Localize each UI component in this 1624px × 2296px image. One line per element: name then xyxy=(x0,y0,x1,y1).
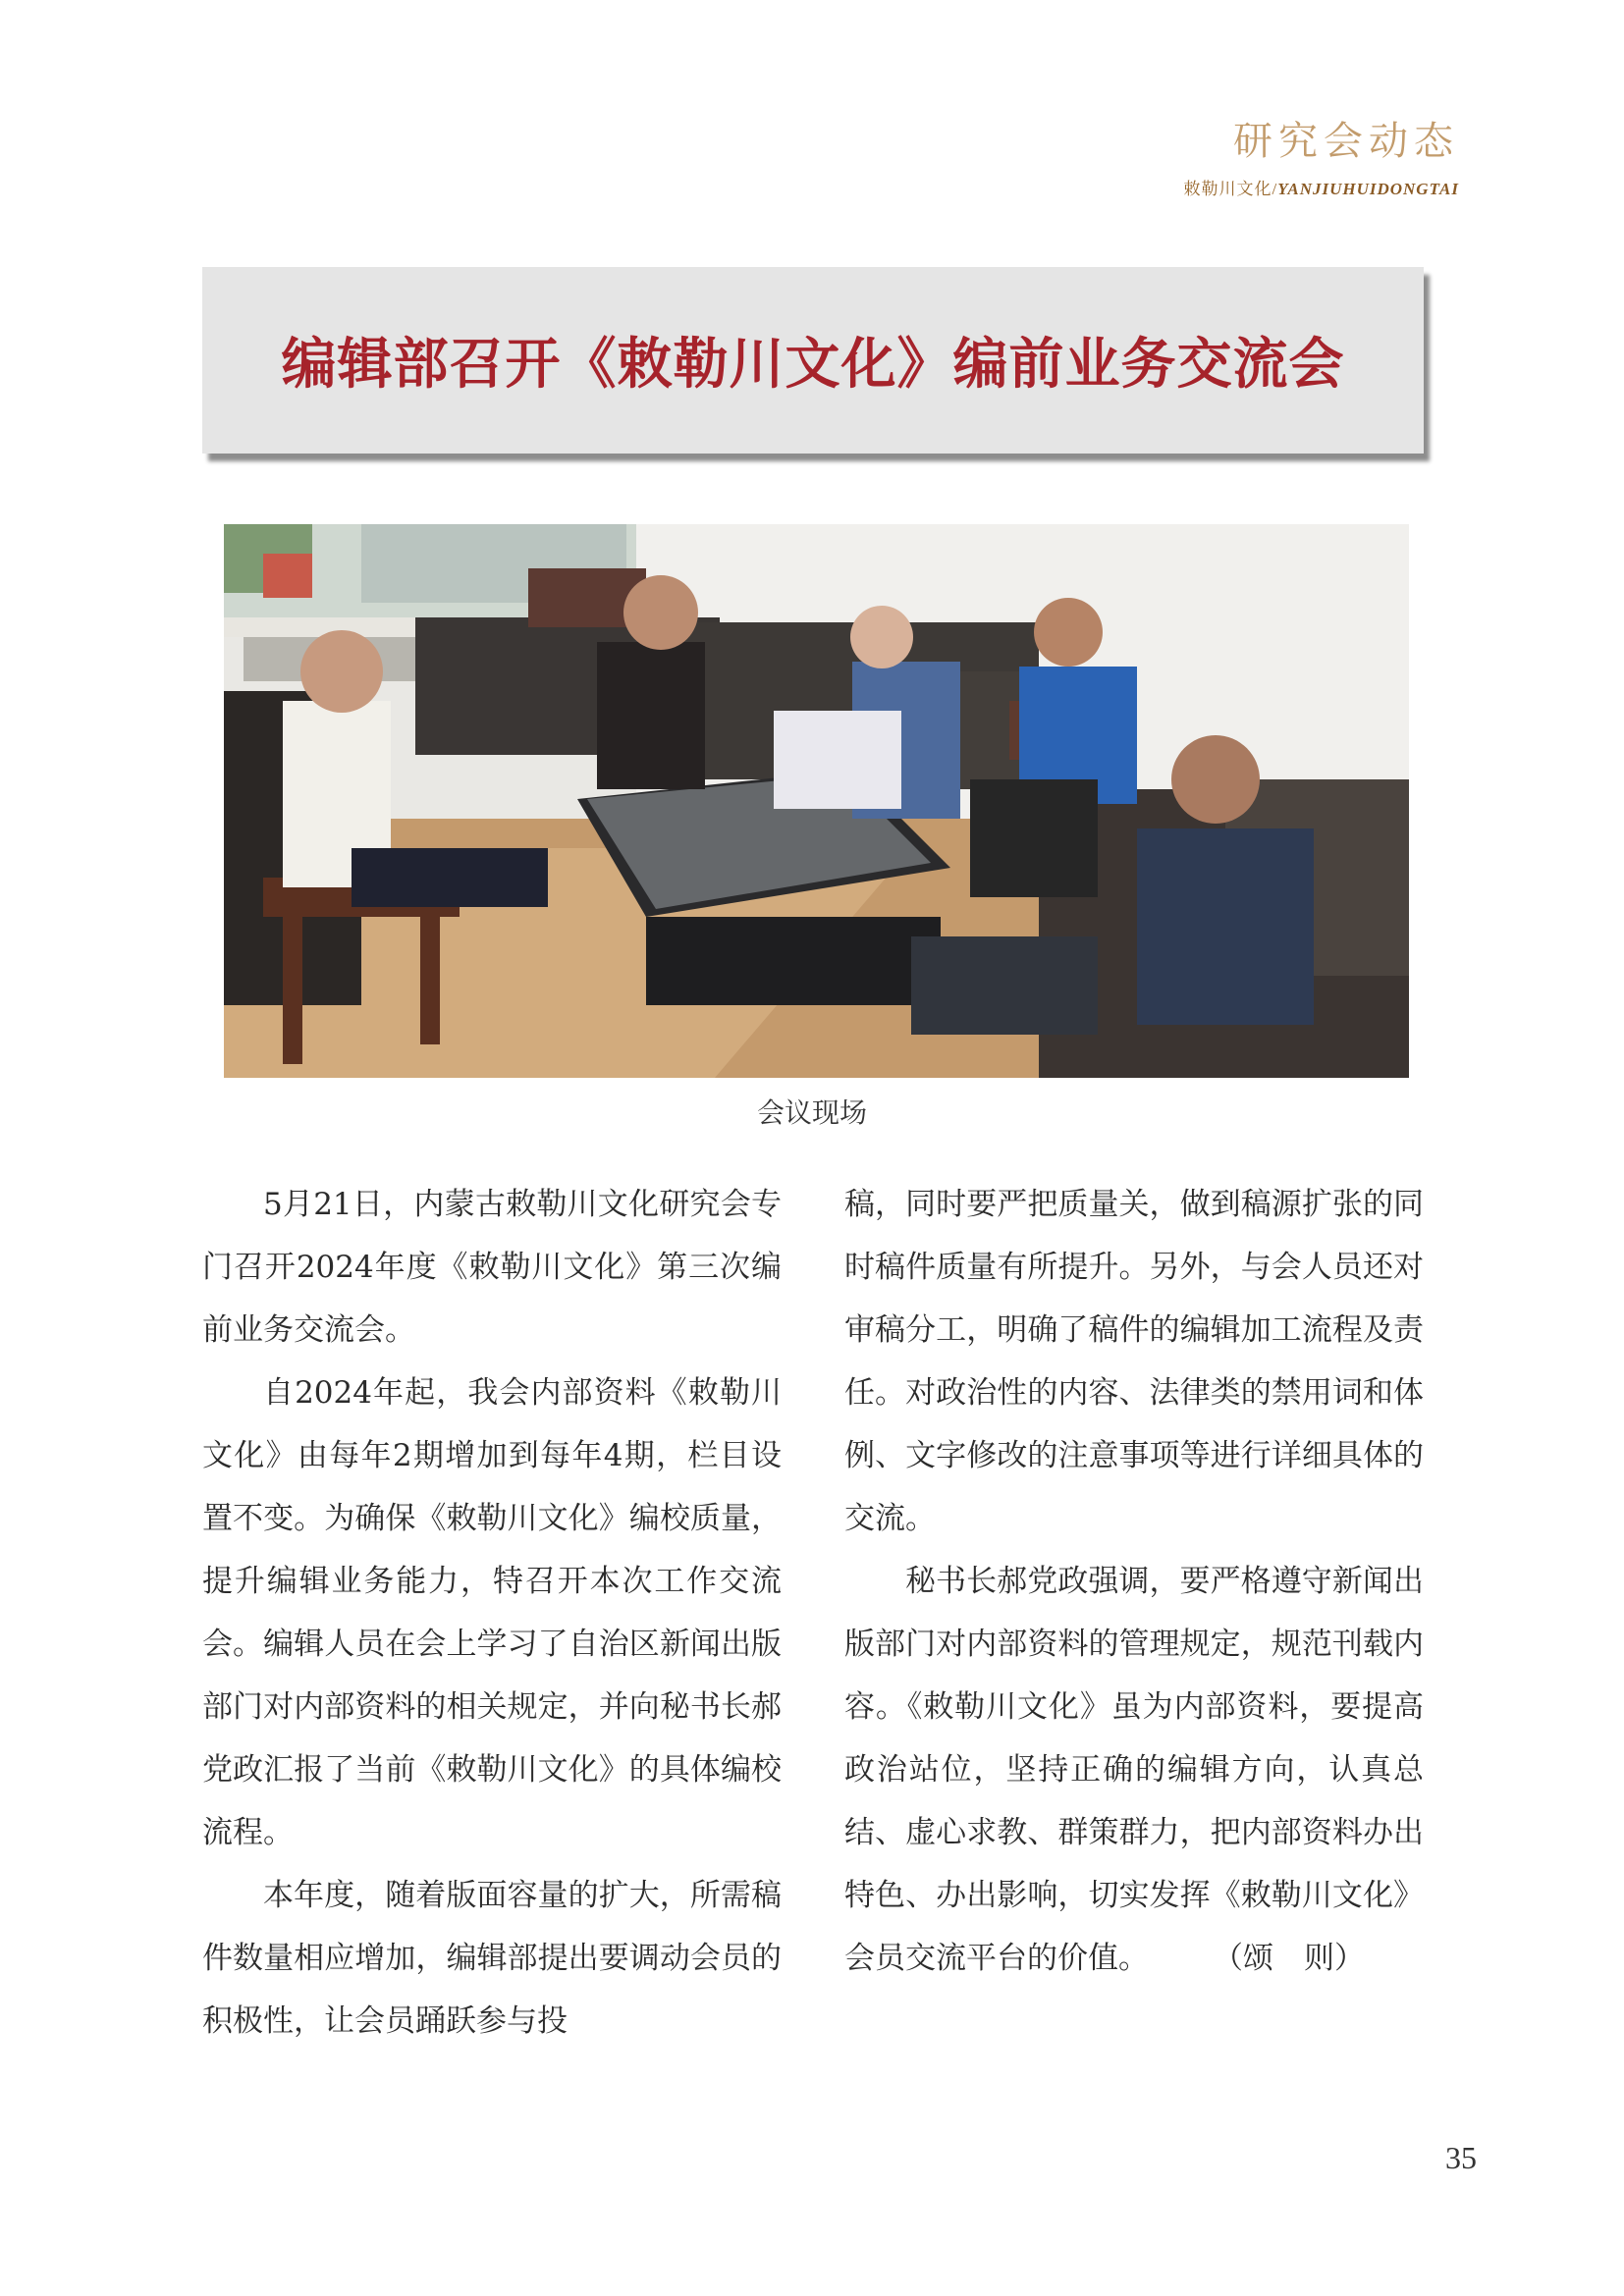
paragraph xyxy=(844,1550,1424,1990)
section-subtitle xyxy=(1184,175,1460,199)
article-title: 编辑部召开《敕勒川文化》编前业务交流会 xyxy=(281,333,1345,397)
author-signature: （颂 则） xyxy=(1213,1941,1365,1976)
journal-name: 敕勒川文化 xyxy=(1183,180,1272,198)
header-separator: / xyxy=(1272,180,1278,198)
section-pinyin: YANJIUHUIDONGTAI xyxy=(1277,180,1459,198)
paragraph-text: 秘书长郝党政强调，要严格遵守新闻出版部门对内部资料的管理规定，规范刊载内容。《敕勒川文化》虽为内部资料，要提高政治站位，坚持正确的编辑方向，认真总结、虚心求教、群策群力，把内部资料办出特色、办出影响，切实发挥《敕勒川文化》会员交流平台的价值。 xyxy=(844,1564,1424,1976)
page-number: 35 xyxy=(1445,2140,1477,2175)
photo-caption: 会议现场 xyxy=(756,1096,867,1129)
section-title: 研究会动态 xyxy=(1233,119,1459,164)
section-header xyxy=(1184,118,1460,199)
paragraph: 5月21日，内蒙古敕勒川文化研究会专门召开2024年度《敕勒川文化》第三次编前业务交流会。 xyxy=(202,1187,782,1348)
title-banner xyxy=(202,267,1424,454)
meeting-photo xyxy=(224,524,1409,1078)
paragraph-continuation: 稿，同时要严把质量关，做到稿源扩张的同时稿件质量有所提升。另外，与会人员还对审稿分工，明确了稿件的编辑加工流程及责任。对政治性的内容、法律类的禁用词和体例、文字修改的注意事项等进行详细具体的交流。 xyxy=(844,1187,1424,1536)
paragraph: 本年度，随着版面容量的扩大，所需稿件数量相应增加，编辑部提出要调动会员的积极性，让会员踊跃参与投 xyxy=(202,1878,782,2039)
article-column-left xyxy=(202,1173,782,2053)
paragraph: 自2024年起，我会内部资料《敕勒川文化》由每年2期增加到每年4期，栏目设置不变。为确保《敕勒川文化》编校质量，提升编辑业务能力，特召开本次工作交流会。编辑人员在会上学习了自治区新闻出版部门对内部资料的相关规定，并向秘书长郝党政汇报了当前《敕勒川文化》的具体编校流程。 xyxy=(202,1375,782,1850)
article-column-right xyxy=(844,1173,1424,1990)
